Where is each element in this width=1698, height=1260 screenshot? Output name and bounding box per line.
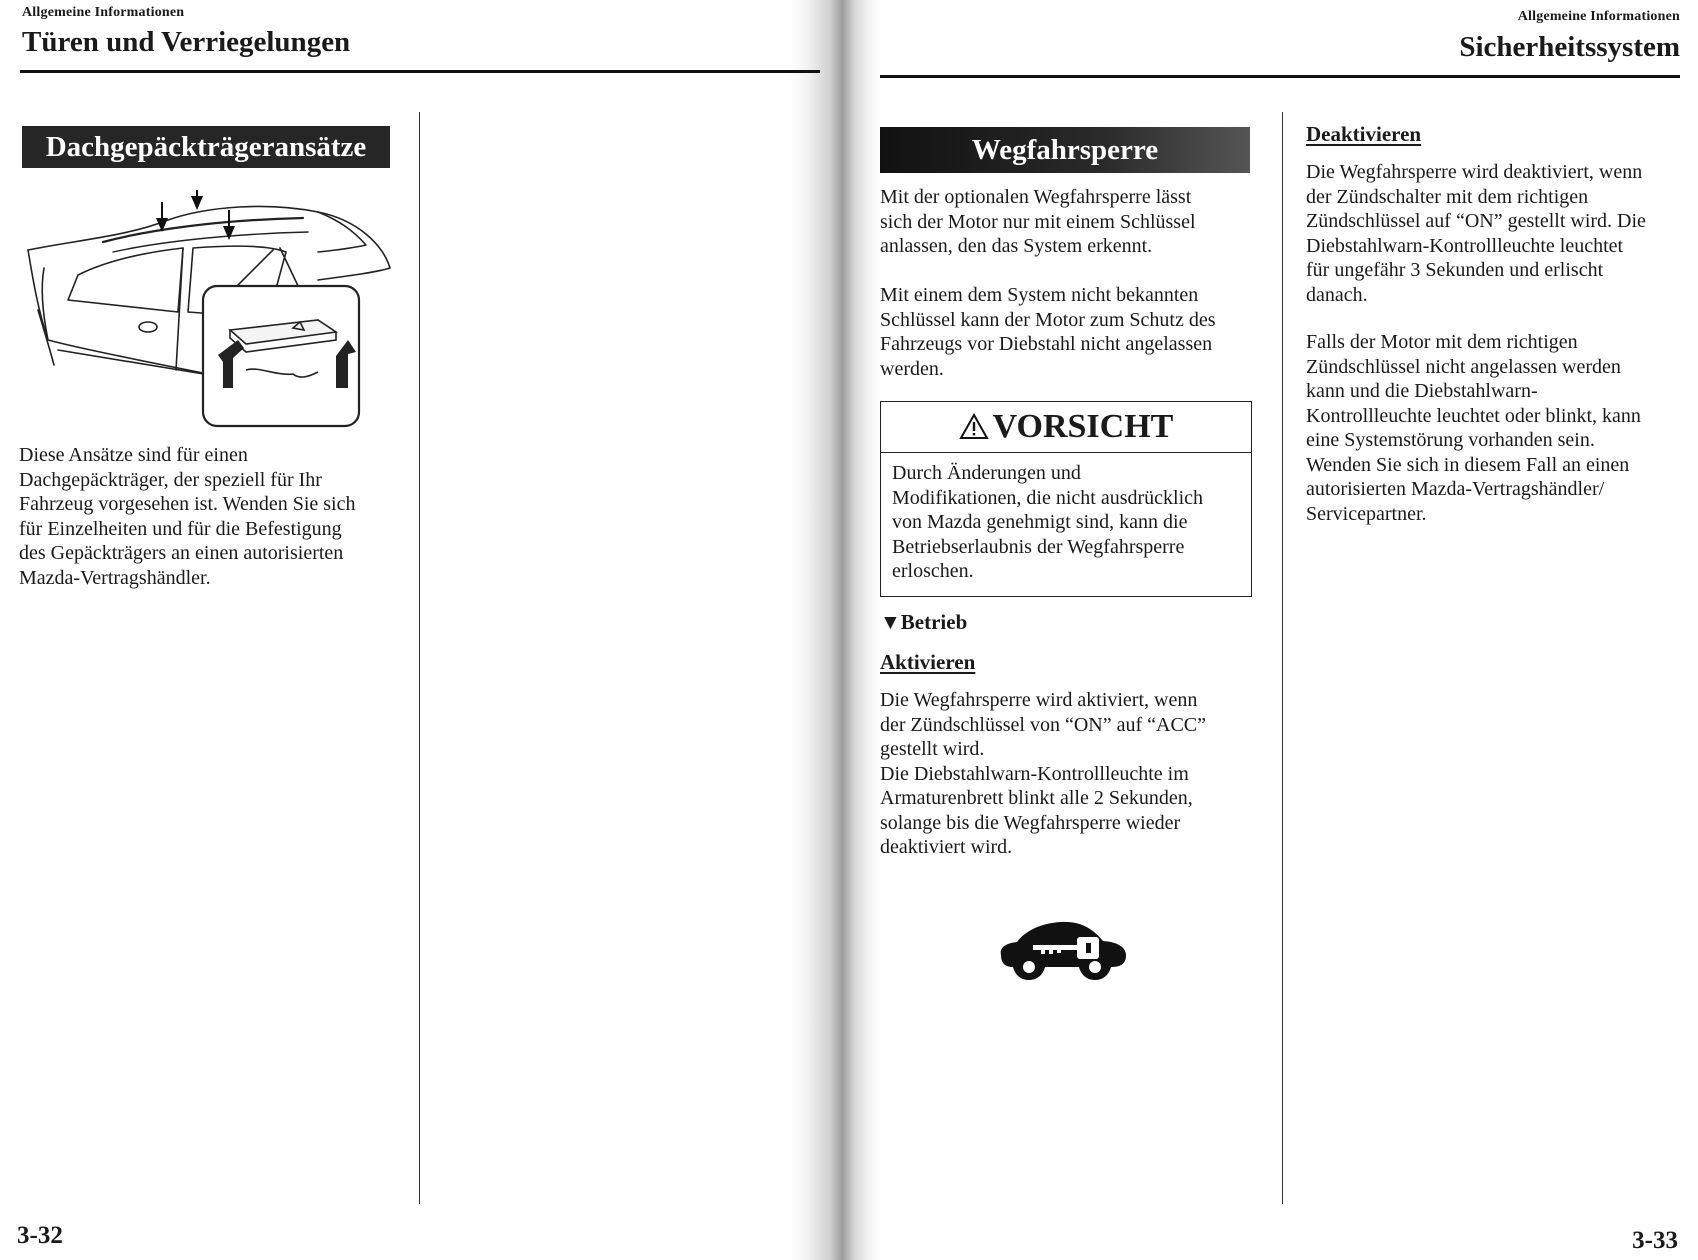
caution-text — [881, 453, 1251, 592]
text-line: sich der Motor nur mit einem Schlüssel — [880, 210, 1196, 233]
page-title: Sicherheitssystem — [1459, 31, 1680, 63]
car-key-indicator-icon — [993, 917, 1131, 985]
page-number: 3-33 — [1632, 1227, 1678, 1254]
car-roof-rack-illustration — [18, 190, 398, 470]
text-line: werden. — [880, 357, 944, 380]
header-rule — [20, 70, 820, 73]
roof-rack-description — [19, 443, 389, 590]
text-line: Servicepartner. — [1306, 502, 1427, 525]
operation-heading: ▼Betrieb — [880, 610, 968, 634]
header-rule — [880, 75, 1680, 78]
text-line: für ungefähr 3 Sekunden und erlischt — [1306, 259, 1604, 281]
text-line: Zündschlüssel auf “ON” gestellt wird. Die — [1306, 210, 1646, 232]
text-line: Die Diebstahlwarn-Kontrollleuchte im — [880, 762, 1189, 785]
column-divider — [1282, 112, 1283, 1204]
text-line: des Gepäckträgers an einen autorisierten — [19, 542, 344, 564]
text-line: Diese Ansätze sind für einen — [19, 444, 248, 466]
text-line: Mit einem dem System nicht bekannten — [880, 284, 1199, 306]
text-line: der Zündschlüssel von “ON” auf “ACC” — [880, 713, 1207, 736]
text-line: deaktiviert wird. — [880, 836, 1013, 858]
text-line: der Zündschalter mit dem richtigen — [1306, 185, 1589, 208]
caution-title: VORSICHT — [992, 408, 1174, 445]
text-line: Fahrzeugs vor Diebstahl nicht angelassen — [880, 333, 1213, 355]
text-line: Fahrzeug vorgesehen ist. Wenden Sie sich — [19, 493, 356, 515]
text-line: Armaturenbrett blinkt alle 2 Sekunden, — [880, 787, 1193, 809]
activate-heading: Aktivieren — [880, 650, 976, 674]
activate-text — [880, 688, 1260, 860]
page-title: Türen und Verriegelungen — [22, 26, 351, 58]
text-line: anlassen, den das System erkennt. — [880, 235, 1153, 257]
text-line: Betriebserlaubnis der Wegfahrsperre — [892, 535, 1185, 558]
section-title: Wegfahrsperre — [880, 127, 1250, 173]
text-line: Mazda-Vertragshändler. — [19, 566, 211, 589]
text-line: Zündschlüssel nicht angelassen werden — [1306, 355, 1621, 378]
text-line: gestellt wird. — [880, 738, 985, 760]
right-page — [840, 0, 1698, 1260]
text-line: solange bis die Wegfahrsperre wieder — [880, 811, 1181, 834]
text-line: eine Systemstörung vorhanden sein. — [1306, 429, 1595, 451]
left-page — [0, 0, 820, 1260]
text-line: danach. — [1306, 283, 1368, 306]
text-line: Wenden Sie sich in diesem Fall an einen — [1306, 453, 1630, 476]
warning-triangle-icon — [959, 413, 989, 440]
section-title: Dachgepäckträgeransätze — [22, 126, 390, 168]
header-category: Allgemeine Informationen — [22, 5, 185, 20]
text-line: kann und die Diebstahlwarn- — [1306, 380, 1538, 402]
text-line: von Mazda genehmigt sind, kann die — [892, 511, 1188, 533]
text-line: Mit der optionalen Wegfahrsperre lässt — [880, 186, 1192, 208]
text-line: Die Wegfahrsperre wird deaktiviert, wenn — [1306, 161, 1643, 183]
deactivate-heading: Deaktivieren — [1306, 122, 1422, 146]
text-line: für Einzelheiten und für die Befestigung — [19, 517, 342, 540]
caution-box — [880, 401, 1252, 597]
text-line: autorisierten Mazda-Vertragshändler/ — [1306, 478, 1605, 500]
text-line: Die Wegfahrsperre wird aktiviert, wenn — [880, 689, 1198, 711]
deactivate-paragraph-2 — [1306, 330, 1691, 526]
text-line: Diebstahlwarn-Kontrollleuchte leuchtet — [1306, 234, 1624, 257]
column-divider — [419, 112, 420, 1204]
caution-header — [881, 402, 1251, 453]
deactivate-paragraph-1 — [1306, 160, 1691, 307]
header-category: Allgemeine Informationen — [1517, 9, 1680, 24]
text-line: Kontrollleuchte leuchtet oder blinkt, kann — [1306, 404, 1641, 427]
text-line: Falls der Motor mit dem richtigen — [1306, 331, 1578, 353]
intro-paragraph-2 — [880, 283, 1260, 381]
text-line: Modifikationen, die nicht ausdrücklich — [892, 486, 1204, 509]
text-line: Dachgepäckträger, der speziell für Ihr — [19, 468, 322, 491]
page-number: 3-32 — [17, 1222, 63, 1249]
text-line: erloschen. — [892, 560, 974, 582]
intro-paragraph-1 — [880, 185, 1260, 259]
text-line: Durch Änderungen und — [892, 462, 1081, 484]
text-line: Schlüssel kann der Motor zum Schutz des — [880, 308, 1216, 331]
